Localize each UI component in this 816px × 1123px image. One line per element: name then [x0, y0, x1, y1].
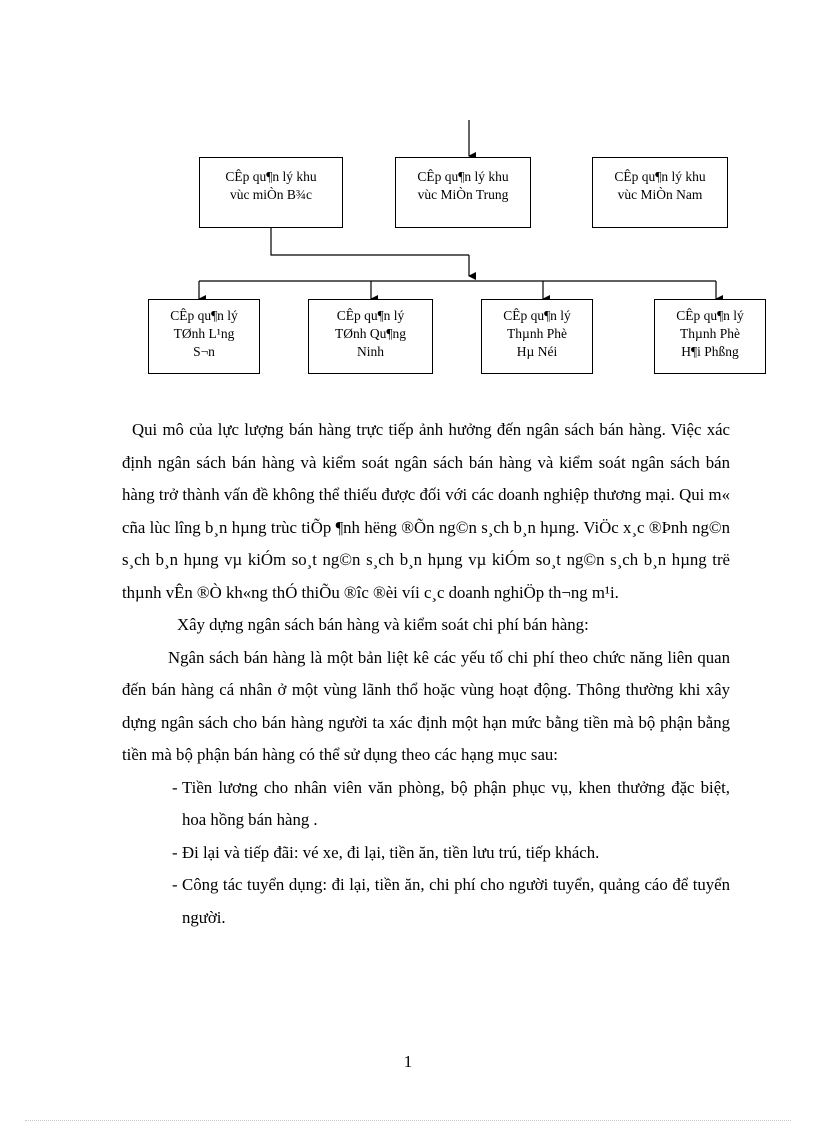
box-line: CÊp qu¶n lý — [336, 308, 405, 323]
box-line: CÊp qu¶n lý — [170, 308, 238, 323]
box-region-north — [199, 157, 343, 228]
box-line: TØnh Qu¶ng — [335, 326, 406, 341]
list-item — [122, 869, 730, 934]
box-region-south — [592, 157, 728, 228]
list-item-text: Đi lại và tiếp đãi: vé xe, đi lại, tiền ăn, tiền lưu trú, tiếp khách. — [182, 842, 600, 862]
box-line: CÊp qu¶n lý khu — [417, 169, 509, 184]
box-line: Hµ Néi — [516, 344, 558, 359]
box-line: Thµnh Phè — [680, 326, 740, 341]
box-line: TØnh L¹ng — [173, 326, 235, 341]
box-line: Ninh — [357, 344, 384, 359]
list-dash: - — [172, 842, 178, 862]
list-item-text: Tiền lương cho nhân viên văn phòng, bộ phận phục vụ, khen thưởng đặc biệt, hoa hồng bán hàng . — [182, 777, 730, 829]
list-item-text: Công tác tuyển dụng: đi lại, tiền ăn, chi phí cho người tuyển, quảng cáo để tuyển người. — [182, 875, 730, 927]
box-region-central — [395, 157, 531, 228]
box-province-lang-son — [148, 299, 260, 374]
paragraph-sales-budget: Ngân sách bán hàng là một bản liệt kê các yếu tố chi phí theo chức năng liên quan đến bán hàng cá nhân ở một vùng lãnh thổ hoặc vùng hoạt động. Thông thường khi xây dựng ngân sách cho bán hàng người ta xác định một hạn mức bằng tiền mà bộ phận bằng tiền mà bộ phận bán hàng có thể sử dụng theo các hạng mục sau: — [122, 647, 730, 764]
box-line: vùc miÒn B¾c — [229, 187, 313, 202]
page-bottom-divider — [25, 1120, 791, 1121]
page-number: 1 — [403, 1052, 413, 1071]
box-line: S¬n — [193, 344, 215, 359]
list-dash: - — [172, 777, 178, 797]
connector-north-to-bus — [271, 228, 469, 255]
section-heading-budget: Xây dựng ngân sách bán hàng và kiểm soát chi phí bán hàng: — [177, 615, 589, 634]
box-city-ha-noi — [481, 299, 593, 374]
box-line: CÊp qu¶n lý — [503, 308, 571, 323]
box-line: vùc MiÒn Trung — [417, 187, 509, 202]
box-province-quang-ninh — [308, 299, 433, 374]
list-item — [122, 837, 730, 870]
box-city-hai-phong — [654, 299, 766, 374]
box-line: CÊp qu¶n lý khu — [614, 169, 706, 184]
box-line: CÊp qu¶n lý — [676, 308, 744, 323]
list-dash: - — [172, 875, 178, 894]
box-line: CÊp qu¶n lý khu — [225, 169, 317, 184]
box-line: H¶i Phßng — [681, 344, 739, 359]
list-item — [122, 772, 730, 837]
box-line: vùc MiÒn Nam — [617, 187, 703, 202]
box-line: Thµnh Phè — [507, 326, 567, 341]
paragraph-scale-of-sales-force: Qui mô của lực lượng bán hàng trực tiếp ảnh hưởng đến ngân sách bán hàng. Việc xác định ngân sách bán hàng và kiểm soát ngân sách bán hàng và kiểm soát ngân sách bán hàng trở thành vấn đề không thể thiếu được đối với các doanh nghiệp thương mại. Qui m« cña lùc lîng b¸n hµng trùc tiÕp ¶nh hëng ®Õn ng©n s¸ch b¸n hµng. ViÖc x¸c ®Þnh ng©n s¸ch b¸n hµng vµ kiÓm so¸t ng©n s¸ch b¸n hµng vµ kiÓm so¸t ng©n s¸ch b¸n hµng trë thµnh vÊn ®Ò kh«ng thÓ thiÕu ®îc ®èi víi c¸c doanh nghiÖp th¬ng m¹i. — [122, 420, 730, 602]
body-text — [122, 414, 730, 934]
